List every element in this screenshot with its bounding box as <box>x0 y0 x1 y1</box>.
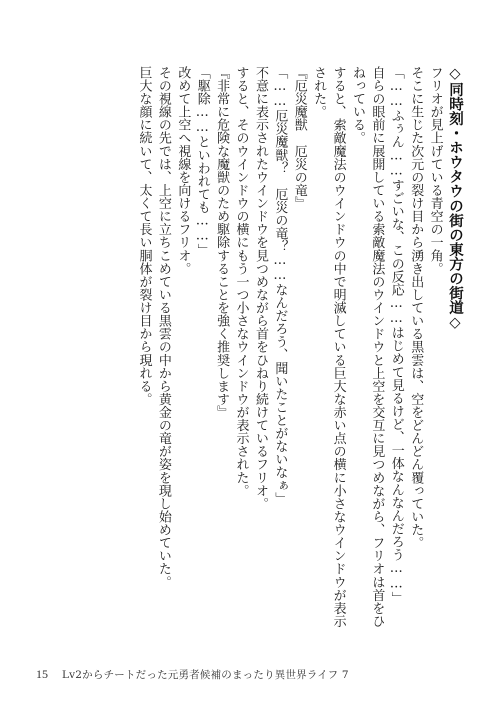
text-line: すると、そのウインドウの横にもう一つ小さなウインドウが表示された。 <box>233 66 249 497</box>
text-line: フリオが見上げている青空の一角。 <box>427 66 443 275</box>
book-title: Lv2からチートだった元勇者候補のまったり異世界ライフ 7 <box>62 668 349 681</box>
text-line: 不意に表示されたウインドウを見つめながら首をひねり続けているフリオ。 <box>252 66 268 511</box>
text-line: 改めて上空へ視線を向けるフリオ。 <box>175 66 191 275</box>
text-line: その視線の先では、上空に立ちこめている黒雲の中から黄金の竜が姿を現し始めていた。 <box>155 66 171 589</box>
text-line: そこに生じた次元の裂け目から湧き出している黒雲は、空をどんどん覆っていた。 <box>408 66 424 550</box>
text-line: 「……厄災魔獣？ 厄災の竜？……なんだろう、聞いたことがないなぁ」 <box>272 66 288 505</box>
text-line: ねっている。 <box>349 66 365 145</box>
section-heading: ◇同時刻・ホウタウの街の東方の街道◇ <box>447 66 463 332</box>
page-footer <box>36 666 349 682</box>
text-line: された。 <box>311 66 327 119</box>
text-line: 「駆除……といわれても……」 <box>194 66 210 257</box>
text-line: 巨大な顔に続いて、太くて長い胴体が裂け目から現れる。 <box>136 66 152 406</box>
text-line: 自らの眼前に展開している索敵魔法のウインドウと上空を交互に見つめながら、フリオは首をひ <box>369 66 385 628</box>
text-line: 「……ふぅん……すごいな、この反応……はじめて見るけど、一体なんなんだろう……」 <box>388 66 404 605</box>
page-number: 15 <box>36 666 48 681</box>
vertical-text-body <box>36 66 464 646</box>
text-line: すると、索敵魔法のウインドウの中で明滅している巨大な赤い点の横に小さなウインドウが表示 <box>330 66 346 628</box>
text-line: 『非常に危険な魔獣のため駆除することを強く推奨します』 <box>214 66 230 419</box>
text-line: 『厄災魔獣 厄災の竜』 <box>291 66 307 210</box>
